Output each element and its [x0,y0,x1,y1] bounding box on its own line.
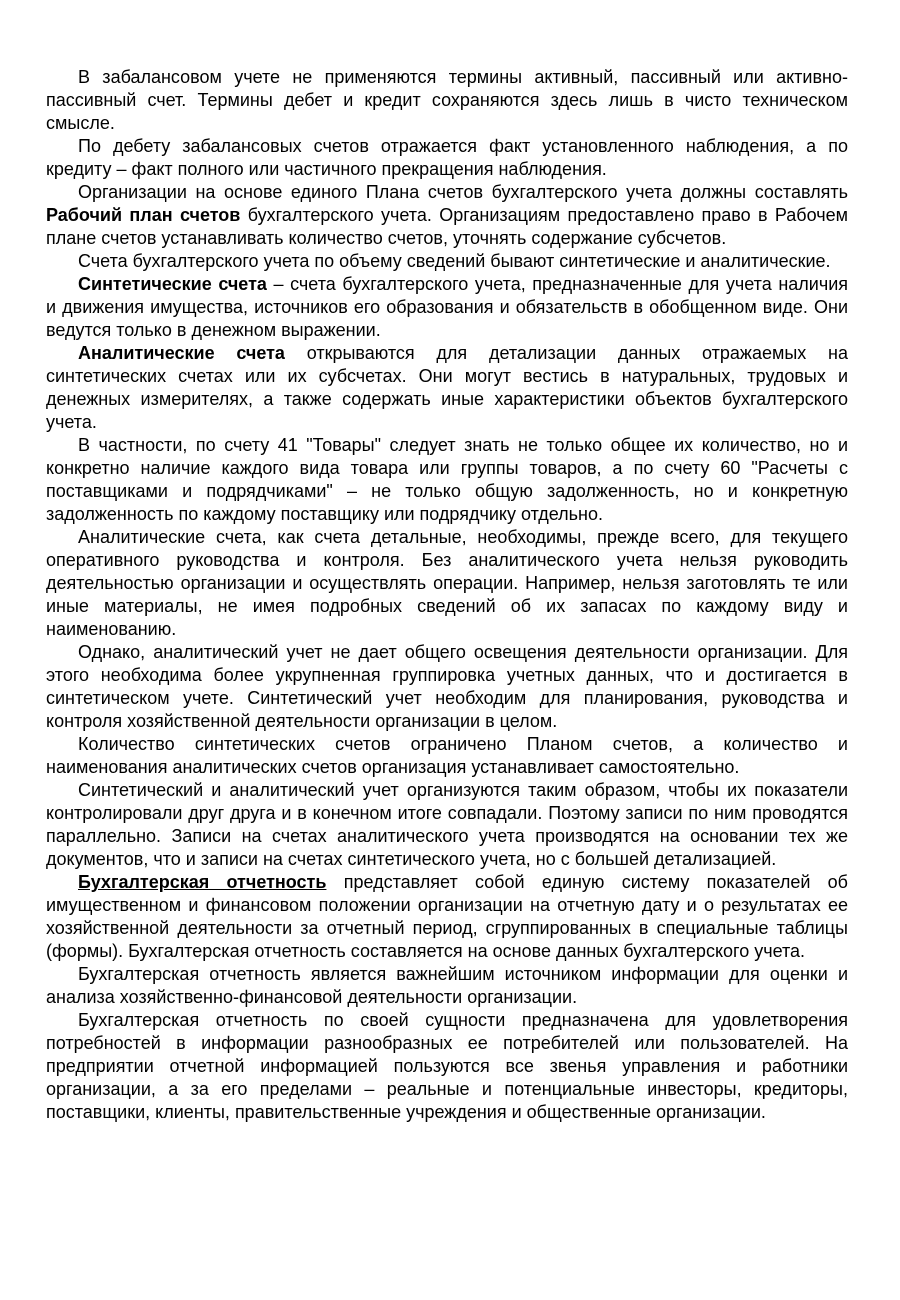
paragraph-text: Счета бухгалтерского учета по объему сведений бывают синтетические и аналитические. [78,251,831,271]
paragraph-text: В частности, по счету 41 "Товары" следует знать не только общее их количество, но и конкретно наличие каждого вида товара или группы товаров, а по счету 60 "Расчеты с поставщиками и подрядчиками" – не только общую задолженность, но и конкретную задолженность по каждому поставщику или подрядчику отдельно. [46,435,848,524]
paragraph [46,66,848,135]
paragraph-text: открываются для детализации данных отражаемых на синтетических счетах или их субсчетах. Они могут вестись в натуральных, трудовых и денежных измерителях, а также содержать иные характеристики объектов бухгалтерского учета. [46,343,848,432]
paragraph-text: представляет собой единую систему показателей об имущественном и финансовом положении организации на отчетную дату и о результатах ее хозяйственной деятельности за отчетный период, сгруппированных в специальные таблицы (формы). Бухгалтерская отчетность составляется на основе данных бухгалтерского учета. [46,872,848,961]
paragraph-text: Бухгалтерская отчетность по своей сущности предназначена для удовлетворения потребностей в информации разнообразных ее потребителей или пользователей. На предприятии отчетной информацией пользуются все звенья управления и работники организации, а за его пределами – реальные и потенциальные инвесторы, кредиторы, поставщики, клиенты, правительственные учреждения и общественные организации. [46,1010,848,1122]
paragraph [46,1009,848,1124]
paragraph-text: Синтетический и аналитический учет организуются таким образом, чтобы их показатели контролировали друг друга и в конечном итоге совпадали. Поэтому записи по ним проводятся параллельно. Записи на счетах аналитического учета производятся на основании тех же документов, что и записи на счетах синтетического учета, но с большей детализацией. [46,780,848,869]
paragraph-text: – счета бухгалтерского учета, предназначенные для учета наличия и движения имущества, источников его образования и обязательств в обобщенном виде. Они ведутся только в денежном выражении. [46,274,849,340]
paragraph-text: Количество синтетических счетов ограничено Планом счетов, а количество и наименования аналитических счетов организация устанавливает самостоятельно. [46,734,848,777]
paragraph-text: По дебету забалансовых счетов отражается факт установленного наблюдения, а по кредиту – факт полного или частичного прекращения наблюдения. [46,136,848,179]
document-page [46,66,848,1124]
paragraph [46,342,848,434]
paragraph [46,779,848,871]
paragraph [46,641,848,733]
paragraph-text: Однако, аналитический учет не дает общего освещения деятельности организации. Для этого необходима более укрупненная группировка учетных данных, что и достигается в синтетическом учете. Синтетический учет необходим для планирования, руководства и контроля хозяйственной деятельности организации в целом. [46,642,848,731]
paragraph [46,733,848,779]
underlined-text: Бухгалтерская отчетность [78,872,327,892]
paragraph-text: Организации на основе единого Плана счетов бухгалтерского учета должны составлять [78,182,848,202]
underlined-term [78,872,326,892]
paragraph-text: бухгалтерского учета. Организациям предоставлено право в Рабочем плане счетов устанавливать количество счетов, уточнять содержание субсчетов. [46,205,848,248]
paragraph [46,434,848,526]
paragraph [46,526,848,641]
bold-term: Рабочий план счетов [46,205,241,225]
paragraph [46,250,848,273]
bold-term: Синтетические счета [78,274,267,294]
bold-term: Аналитические счета [78,343,285,363]
paragraph [46,181,848,250]
paragraph [46,963,848,1009]
paragraph [46,273,848,342]
paragraph [46,871,848,963]
paragraph-text: Бухгалтерская отчетность является важнейшим источником информации для оценки и анализа хозяйственно-финансовой деятельности организации. [46,964,848,1007]
paragraph [46,135,848,181]
paragraph-text: Аналитические счета, как счета детальные, необходимы, прежде всего, для текущего оперативного руководства и контроля. Без аналитического учета нельзя руководить деятельностью организации и осуществлять операции. Например, нельзя заготовлять те или иные материалы, не имея подробных сведений об их запасах по каждому виду и наименованию. [46,527,848,639]
paragraph-text: В забалансовом учете не применяются термины активный, пассивный или активно-пассивный счет. Термины дебет и кредит сохраняются здесь лишь в чисто техническом смысле. [46,67,848,133]
